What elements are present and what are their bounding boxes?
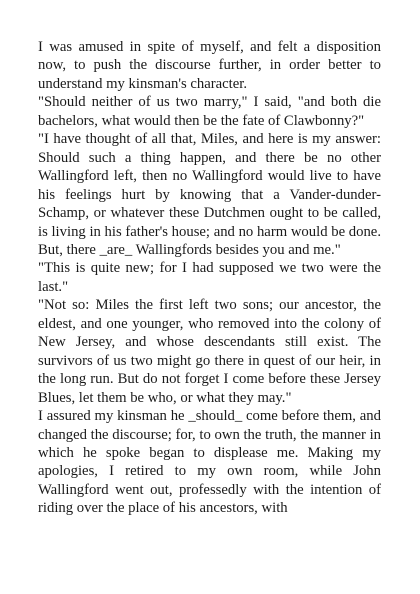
- paragraph-4: "This is quite new; for I had supposed we two were the last.": [38, 260, 381, 295]
- paragraph-1: I was amused in spite of myself, and felt a disposition now, to push the discourse further, in order better to understand my kinsman's character.: [38, 39, 381, 92]
- paragraph-5: "Not so: Miles the first left two sons; our ancestor, the eldest, and one younger, who removed into the colony of New Jersey, and whose descendants still exist. The survivors of us two might go there in quest of our heir, in the long run. But do not forget I come before these Jersey Blues, let them be who, or what they may.": [38, 297, 381, 406]
- document-page: [38, 38, 381, 518]
- paragraph-6: I assured my kinsman he _should_ come before them, and changed the discourse; for, to own the truth, the manner in which he spoke began to displease me. Making my apologies, I retired to my own room, while John Wallingford went out, professedly with the intention of riding over the place of his ancestors, with: [38, 408, 381, 517]
- paragraph-3: "I have thought of all that, Miles, and here is my answer: Should such a thing happen, and there be no other Wallingford left, then no Wallingford would live to have his feelings hurt by knowing that a Vander-dunder-Schamp, or whatever these Dutchmen ought to be called, is living in his father's house; and no harm would be done. But, there _are_ Wallingfords besides you and me.": [38, 131, 381, 258]
- paragraph-2: "Should neither of us two marry," I said, "and both die bachelors, what would then be the fate of Clawbonny?": [38, 94, 381, 129]
